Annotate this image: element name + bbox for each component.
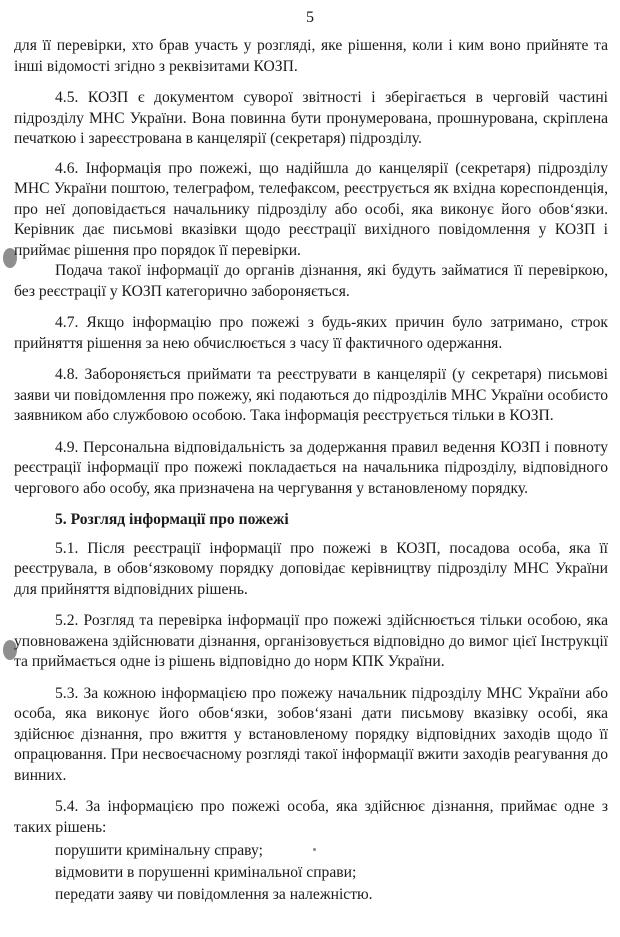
- page-number: 5: [306, 9, 314, 26]
- decision-options-list: [14, 840, 608, 906]
- decision-option: передати заяву чи повідомлення за належністю.: [55, 886, 373, 903]
- paragraph-4-6: 4.6. Інформація про пожежі, що надійшла до канцелярії (секретаря) підрозділу МНС України поштою, телеграфом, телефаксом, реєструється як вхідна кореспонденція, про неї доповідається начальнику підрозділу або особі, яка виконує його обов‘язки. Керівник дає письмові вказівки щодо реєстрації вихідного повідомлення у КОЗП і приймає рішення про порядок її перевірки.: [14, 159, 608, 259]
- decision-option: порушити кримінальну справу;: [55, 842, 263, 859]
- paragraph-4-9: 4.9. Персональна відповідальність за додержання правил ведення КОЗП і повноту реєстрації інформації про пожежі покладається на начальника підрозділу, відповідного чергового або особу, яка призначена на чергування у встановленому порядку.: [14, 438, 608, 497]
- paragraph-5-4: 5.4. За інформацією про пожежі особа, яка здійснює дізнання, приймає одне з таких рішень:: [14, 798, 608, 836]
- paragraph-continuation: для її перевірки, хто брав участь у розгляді, яке рішення, коли і ким воно прийняте та інші відомості згідно з реквізитами КОЗП.: [14, 37, 608, 75]
- paragraph-4-7: 4.7. Якщо інформацію про пожежі з будь-яких причин було затримано, строк прийняття рішення за нею обчислюється з часу її фактичного одержання.: [14, 314, 608, 352]
- paragraph-4-8: 4.8. Забороняється приймати та реєструвати в канцелярії (у секретаря) письмові заяви чи повідомлення про пожежу, які подаються до підрозділів МНС України особисто заявником або службовою особою. Така інформація реєструється тільки в КОЗП.: [14, 366, 608, 424]
- document-body: [14, 36, 608, 906]
- paragraph-4-6-second: Подача такої інформації до органів дізнання, які будуть займатися її перевіркою, без реєстрації у КОЗП категорично забороняється.: [14, 262, 608, 300]
- paragraph-5-3: 5.3. За кожною інформацією про пожежу начальник підрозділу МНС України або особа, яка виконує його обов‘язки, зобов‘язані дати письмову вказівку особі, яка здійснює дізнання, про вжиття у встановленому порядку відповідних заходів щодо її опрацювання. При несвоєчасному розгляді такої інформації вжити заходів реагування до винних.: [14, 684, 608, 784]
- paragraph-5-1: 5.1. Після реєстрації інформації про пожежі в КОЗП, посадова особа, яка її реєструвала, в обов‘язковому порядку доповідає керівництву підрозділу МНС України для прийняття відповідних рішень.: [14, 539, 608, 598]
- paragraph-5-2: 5.2. Розгляд та перевірка інформації про пожежі здійснюється тільки особою, яка уповноважена здійснювати дізнання, організовується відповідно до вимог цієї Інструкції та приймається одне із рішень відповідно до норм КПК України.: [14, 612, 608, 670]
- section-heading-5: 5. Розгляд інформації про пожежі: [55, 511, 289, 528]
- paragraph-4-5: 4.5. КОЗП є документом суворої звітності і зберігається в черговій частині підрозділу МНС України. Вона повинна бути пронумерована, прошнурована, скріплена печаткою і зареєстрована в канцелярії (секретаря) підрозділу.: [14, 89, 608, 147]
- decision-option: відмовити в порушенні кримінальної справи;: [55, 864, 357, 881]
